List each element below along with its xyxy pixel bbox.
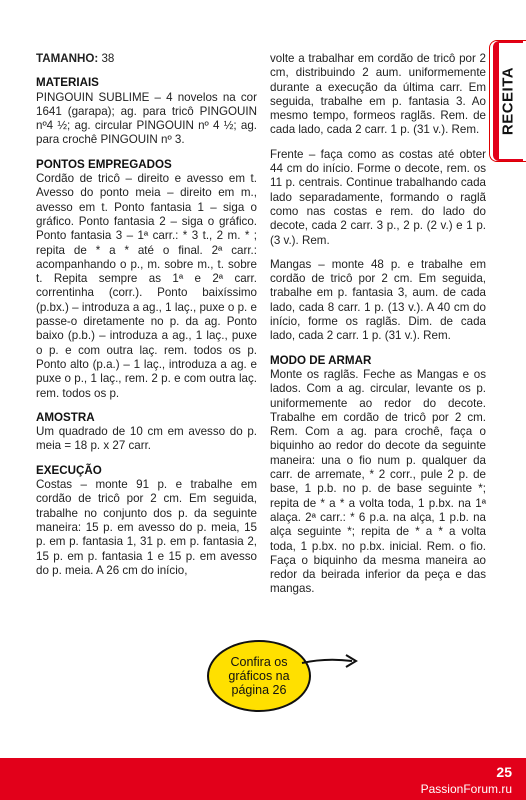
stitches-text: Cordão de tricô – direito e avesso em t. Avesso do ponto meia – direito em m., avesso em t. Ponto fantasia 1 – siga o gráfico. Ponto fantasia 2 – siga o gráfico. Ponto fantasia 3 – 1ª carr.: * 3 t., 2 m. * ; repita de * a * até o final. 2ª carr.: acompanhando o p., m. sobre m., t. sobre t. Repita sempre as 1ª e 2ª carr. correntinha (corr.). Ponto baixíssimo (p.bx.) – introduza a ag., 1 laç., puxe o p. e passe-o diretamente no p. da ag. Ponto baixo (p.b.) – introduza a ag., 1 laç., puxe o p. e com outra laç. rem. todos os p. Ponto alto (p.a.) – 1 laç., introduza a ag. e puxe o p., 1 laç., rem. 2 p. e com outra laç. rem. todos os p.: [36, 172, 257, 400]
arrow-right-icon: [300, 651, 360, 671]
charts-callout-bubble: [207, 640, 311, 712]
size-value: 38: [98, 52, 115, 65]
execution-text: Costas – monte 91 p. e trabalhe em cordão de tricô por 2 cm. Em seguida, trabalhe no conjunto dos p. da seguinte maneira: 15 p. em avesso do p. meia, 15 p. em p. fantasia 1, 31 p. em p. fantasia 2, 15 p. em p. fantasia 1 e 15 p. em avesso do p. meia. A 26 cm do início,: [36, 478, 257, 577]
page-number: 25: [496, 764, 512, 780]
section-tab: [489, 40, 526, 162]
assembly-heading: MODO DE ARMAR: [270, 353, 372, 367]
back-continued-text: volte a trabalhar em cordão de tricô por 2 cm, distribuindo 2 aum. uniformemente durante a execução da última carr. Em seguida, trabalhe em p. fantasia 3. Ao mesmo tempo, formeos raglãs. Rem. de cada lado, cada 2 carr. 1 p. (31 v.). Rem.: [270, 52, 486, 137]
assembly-text: Monte os raglãs. Feche as Mangas e os lados. Com a ag. circular, levante os p. uniformemente ao redor do decote. Trabalhe em cordão de tricô por 2 cm. Rem. Com a ag. para crochê, faça o biquinho ao redor do decote da seguinte maneira: una o fio num p. qualquer da carr. de arremate, * 2 corr., pule 2 p. de base, 1 p.b. no p. de base seguinte *; repita de * a * a volta toda, 1 p.bx. na 1ª alaça. 2ª carr.: * 6 p.a. na alça, 1 p.b. na alça seguinte *; repita de * a * a volta toda, 1 p.bx. no p.bx. inicial. Rem. o fio. Faça o biquinho da mesma maneira ao redor da beirada inferior da peça e das mangas.: [270, 367, 486, 596]
materials-text: PINGOUIN SUBLIME – 4 novelos na cor 1641 (garapa); ag. para tricô PINGOUIN nº4 ½; ag. circular PINGOUIN nº 4 ½; ag. para crochê PINGOUIN nº 3.: [36, 90, 257, 147]
footer-bar: [0, 758, 526, 800]
front-text: Frente – faça como as costas até obter 44 cm do início. Forme o decote, rem. os 11 p. centrais. Continue trabalhando cada lado separadamente, formando o raglã como nas costas e rem. do lado do decote, cada 2 carr. 3 p., 2 p. (2 v.) e 1 p. (3 v.). Rem.: [270, 147, 486, 247]
right-column: [270, 52, 486, 597]
section-tab-label: RECEITA: [499, 66, 517, 136]
charts-callout-text: Confira os gráficos na página 26: [228, 655, 290, 697]
left-column: [36, 52, 257, 578]
sample-text: Um quadrado de 10 cm em avesso do p. meia = 18 p. x 27 carr.: [36, 425, 257, 453]
watermark: PassionForum.ru: [420, 782, 512, 796]
sleeves-text: Mangas – monte 48 p. e trabalhe em cordão de tricô por 2 cm. Em seguida, trabalhe em p. fantasia 3, aum. de cada lado, cada 8 carr. 1 p. (13 v.). A 40 cm do início, forme os raglãs. Dim. de cada lado, cada 2 carr. 1 p. (31 v.). Rem.: [270, 257, 486, 343]
size-label: TAMANHO:: [36, 52, 99, 65]
materials-heading: MATERIAIS: [36, 76, 99, 90]
stitches-heading: PONTOS EMPREGADOS: [36, 157, 172, 171]
size-line: [36, 52, 257, 66]
sample-heading: AMOSTRA: [36, 410, 95, 424]
execution-heading: EXECUÇÃO: [36, 463, 102, 477]
